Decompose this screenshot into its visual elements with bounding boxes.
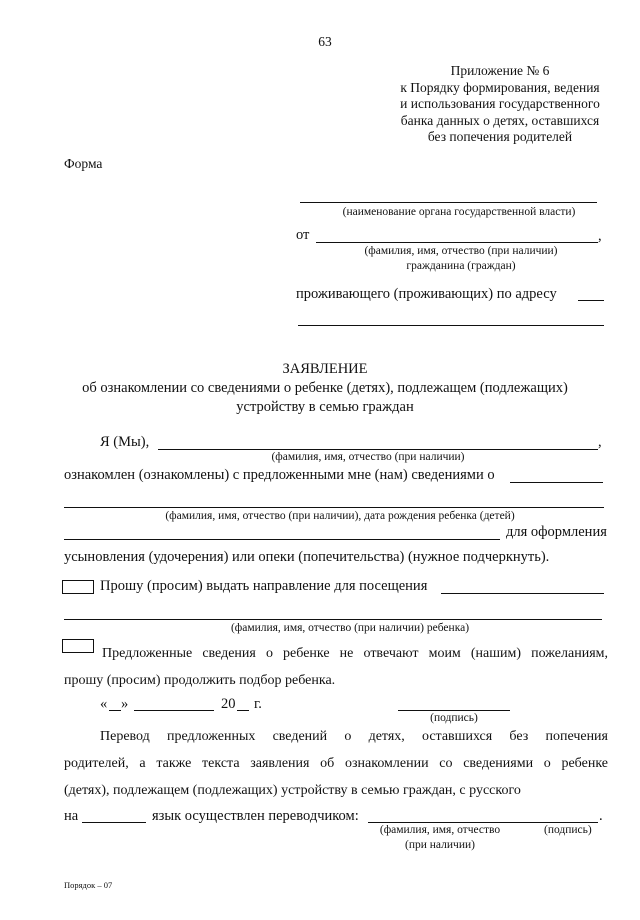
- year-suffix: г.: [254, 696, 262, 712]
- address-field-line[interactable]: [578, 300, 604, 301]
- translator-period: .: [599, 808, 603, 824]
- language-line[interactable]: [82, 822, 146, 823]
- visit-place-line[interactable]: [441, 593, 604, 594]
- date-year-line[interactable]: [237, 710, 249, 711]
- authority-field-line[interactable]: [300, 202, 597, 203]
- statement-subtitle-1: об ознакомлении со сведениями о ребенке (детях), подлежащем (подлежащих): [82, 380, 568, 396]
- citizen-caption-2: гражданина (граждан): [406, 260, 516, 272]
- date-month-line[interactable]: [134, 710, 214, 711]
- translator-caption-1: (фамилия, имя, отчество: [379, 824, 501, 836]
- signature-caption: (подпись): [430, 712, 478, 724]
- not-match-line-2: прошу (просим) продолжить подбор ребенка.: [64, 673, 336, 688]
- translation-line-1: Перевод предложенных сведений о детях, оставшихся без попечения: [100, 729, 608, 744]
- translator-signature-caption: (подпись): [544, 824, 592, 836]
- statement-subtitle-2: устройству в семью граждан: [236, 399, 414, 415]
- appendix-line: Приложение № 6: [450, 63, 550, 78]
- from-suffix: ,: [598, 228, 602, 244]
- request-visit-text: Прошу (просим) выдать направление для посещения: [100, 578, 428, 594]
- address-label: проживающего (проживающих) по адресу: [296, 286, 557, 302]
- translation-line-3: (детях), подлежащем (подлежащих) устройству в семью граждан, с русского: [64, 783, 521, 798]
- date-close-quote: »: [121, 696, 129, 712]
- translator-line[interactable]: [368, 822, 598, 823]
- authority-caption: (наименование органа государственной власти): [342, 206, 576, 218]
- citizen-caption-1: (фамилия, имя, отчество (при наличии): [364, 245, 558, 257]
- from-field-line[interactable]: [316, 242, 598, 243]
- from-prefix: от: [296, 227, 310, 243]
- footer-code: Порядок – 07: [64, 880, 113, 890]
- appendix-line: без попечения родителей: [427, 129, 573, 144]
- appendix-line: к Порядку формирования, ведения: [400, 79, 600, 95]
- registration-line[interactable]: [64, 539, 500, 540]
- child-caption: (фамилия, имя, отчество (при наличии), дата рождения ребенка (детей): [165, 510, 515, 522]
- translation-line-2: родителей, а также текста заявления об ознакомлении со сведениями о ребенке: [64, 756, 608, 771]
- applicant-fio-caption: (фамилия, имя, отчество (при наличии): [271, 451, 465, 463]
- not-match-line-1: Предложенные сведения о ребенке не отвечают моим (нашим) пожеланиям,: [102, 646, 608, 661]
- child-info-line-2[interactable]: [64, 507, 604, 508]
- applicant-comma: ,: [598, 434, 602, 450]
- adoption-text: усыновления (удочерения) или опеки (попечительства) (нужное подчеркнуть).: [64, 549, 550, 565]
- translator-caption-2: (при наличии): [405, 839, 475, 851]
- child-fio-caption: (фамилия, имя, отчество (при наличии) ребенка): [230, 622, 470, 634]
- i-we-label: Я (Мы),: [100, 434, 150, 450]
- applicant-fio-line[interactable]: [158, 449, 598, 450]
- page-number: 63: [318, 34, 332, 49]
- date-open-quote: «: [100, 696, 108, 712]
- visit-child-line[interactable]: [64, 619, 602, 620]
- not-match-paragraph: [64, 640, 608, 694]
- request-visit-checkbox[interactable]: [62, 580, 94, 594]
- form-label: Форма: [64, 156, 103, 171]
- date-day-line[interactable]: [109, 710, 121, 711]
- translator-text: язык осуществлен переводчиком:: [152, 808, 359, 824]
- year-prefix: 20: [221, 696, 236, 712]
- acquainted-text: ознакомлен (ознакомлены) с предложенными мне (нам) сведениями о: [64, 467, 495, 483]
- translation-paragraph: [64, 723, 608, 804]
- on-word: на: [64, 808, 79, 824]
- appendix-block: [380, 63, 620, 146]
- child-info-line[interactable]: [510, 482, 603, 483]
- address-field-line-2[interactable]: [298, 325, 604, 326]
- signature-line[interactable]: [398, 710, 510, 711]
- appendix-line: и использования государственного: [400, 96, 600, 111]
- for-registration-text: для оформления: [506, 524, 607, 540]
- statement-title: ЗАЯВЛЕНИЕ: [282, 361, 368, 377]
- appendix-line: банка данных о детях, оставшихся: [400, 112, 600, 128]
